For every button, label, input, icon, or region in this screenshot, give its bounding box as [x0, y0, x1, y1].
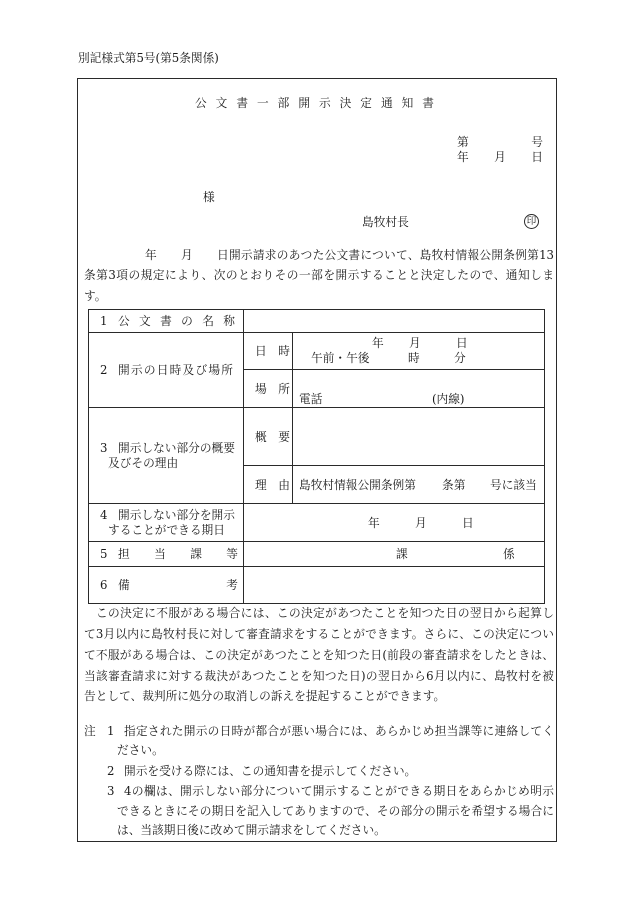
disclosure-time-hour: 時 [408, 351, 420, 365]
intro-line: す。 [84, 289, 107, 303]
disclosure-time-ampm: 午前・午後 [311, 351, 370, 365]
place-label-cell [244, 370, 293, 408]
note-line: できるときにその期日を記入してありますので、その部分の開示を希望する場合に [117, 804, 554, 818]
department-section: 課 [396, 547, 408, 561]
withheld-parts-label-line: 開示しない部分の概要 [118, 440, 235, 455]
summary-value-cell [293, 408, 545, 466]
appeal-notice-line: て不服がある場合は、この決定があつたことを知つた日(前段の審査請求をしたときは、 [84, 648, 554, 662]
reason-label-cell [244, 466, 293, 504]
disclosure-schedule-label-cell [89, 333, 244, 408]
notes-label: 注 [84, 724, 96, 738]
item-number: 3 [100, 440, 108, 455]
issue-date [457, 150, 543, 164]
future-date-month: 月 [415, 516, 427, 530]
form-reference: 別記様式第5号(第5条関係) [78, 51, 219, 65]
department-value-cell [244, 542, 545, 567]
disclosure-date-year: 年 [372, 336, 384, 350]
intro-line: 条第3項の規定により、次のとおりその一部を開示することと決定したので、通知しま [84, 268, 554, 282]
addressee-honorific: 様 [203, 190, 215, 204]
withheld-parts-label-line: 及びその理由 [108, 455, 179, 470]
note-number: 1 [107, 724, 115, 738]
document-name-label: 公 文 書 の 名 称 [118, 314, 235, 328]
intro-request-year: 年 [145, 248, 157, 262]
item-number: 2 [100, 363, 108, 377]
extension-label: (内線) [432, 392, 465, 406]
disclosure-date-day: 日 [456, 336, 468, 350]
summary-label-cell [244, 408, 293, 466]
note-line: ださい。 [117, 743, 164, 757]
future-date-day: 日 [462, 516, 474, 530]
table-row [89, 542, 545, 567]
item-number: 4 [100, 507, 108, 522]
phone-label: 電話 [299, 392, 323, 406]
withheld-parts-label-cell [89, 408, 244, 504]
place-value-cell [293, 370, 545, 408]
remarks-value-cell [244, 567, 545, 604]
note-line: 指定された開示の日時が都合が悪い場合には、あらかじめ担当課等に連絡してく [124, 724, 554, 738]
place-label: 場 所 [255, 381, 290, 396]
document-name-value-cell [244, 310, 545, 333]
item-number: 1 [100, 314, 108, 328]
disclosure-details-table [88, 309, 545, 604]
disclosure-time-minute: 分 [454, 351, 466, 365]
datetime-value-cell [293, 333, 545, 370]
issue-date-month: 月 [494, 150, 506, 164]
item-number: 6 [100, 578, 108, 592]
table-row [89, 333, 545, 370]
appeal-notice-line: この決定に不服がある場合には、この決定があつたことを知つた日の翌日から起算し [96, 606, 554, 620]
issue-date-year: 年 [457, 150, 469, 164]
intro-line: 日開示請求のあつた公文書について、島牧村情報公開条例第13 [217, 248, 554, 262]
document-title: 公 文 書 一 部 開 示 決 定 通 知 書 [195, 96, 435, 110]
note-number: 3 [107, 784, 115, 798]
table-row [89, 567, 545, 604]
disclosure-date-month: 月 [409, 336, 421, 350]
table-row [89, 504, 545, 542]
remarks-label: 備 考 [118, 578, 238, 592]
future-disclosure-label-line: することができる期日 [108, 522, 225, 537]
department-label: 担 当 課 等 [118, 547, 238, 561]
future-date-year: 年 [368, 516, 380, 530]
note-number: 2 [107, 764, 115, 778]
reason-value-cell [293, 466, 545, 504]
summary-label: 概 要 [255, 429, 290, 444]
future-disclosure-value-cell [244, 504, 545, 542]
disclosure-schedule-label: 開示の日時及び場所 [118, 363, 233, 377]
document-number [457, 135, 543, 149]
datetime-label-cell [244, 333, 293, 370]
appeal-notice-line: て3月以内に島牧村長に対して審査請求をすることができます。さらに、この決定につい [84, 627, 554, 641]
note-line: は、当該期日後に改めて開示請求をしてください。 [117, 823, 386, 837]
appeal-notice-line: 告として、裁判所に処分の取消しの訴えを提起することができます。 [84, 689, 446, 703]
document-name-label-cell [89, 310, 244, 333]
future-disclosure-label-cell [89, 504, 244, 542]
seal-mark: 印 [524, 214, 539, 229]
notification-form [77, 78, 557, 842]
remarks-label-cell [89, 567, 244, 604]
table-row [89, 408, 545, 466]
intro-request-month: 月 [181, 248, 193, 262]
reason-text: 島牧村情報公開条例第 [299, 478, 416, 492]
department-label-cell [89, 542, 244, 567]
datetime-label: 日 時 [255, 344, 290, 358]
issuer-name: 島牧村長 [362, 215, 409, 229]
note-line: 開示を受ける際には、この通知書を提示してください。 [124, 764, 417, 778]
reason-label: 理 由 [255, 477, 290, 492]
document-number-suffix: 号 [531, 135, 543, 149]
note-line: 4の欄は、開示しない部分について開示することができる期日をあらかじめ明示 [124, 784, 554, 798]
reason-text: 条第 [442, 478, 466, 492]
department-unit: 係 [503, 547, 515, 561]
issue-date-day: 日 [531, 150, 543, 164]
document-number-prefix: 第 [457, 135, 469, 149]
table-row [89, 310, 545, 333]
reason-text: 号に該当 [490, 478, 537, 492]
appeal-notice-line: 当該審査請求に対する裁決があつたことを知つた日)の翌日から6月以内に、島牧村を被 [84, 669, 554, 683]
item-number: 5 [100, 547, 108, 561]
future-disclosure-label-line: 開示しない部分を開示 [118, 507, 235, 522]
